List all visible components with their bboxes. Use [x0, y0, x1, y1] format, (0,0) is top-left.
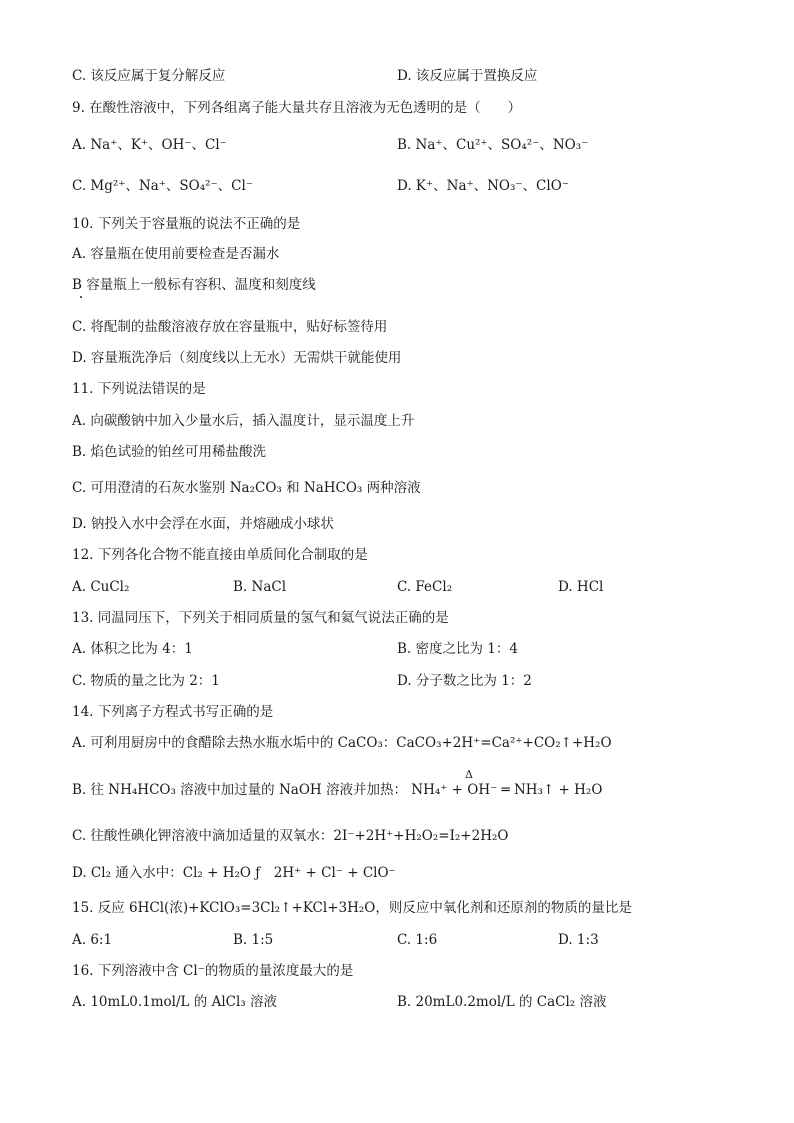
q9-option-d: D. K⁺、Na⁺、NO₃⁻、ClO⁻ — [397, 178, 569, 194]
q12-option-b: B. NaCl — [233, 579, 287, 595]
q14-option-b-text: B. 往 NH₄HCO₃ 溶液中加过量的 NaOH 溶液并加热： — [72, 782, 407, 798]
q11-stem: 11. 下列说法错误的是 — [72, 381, 206, 397]
q11-option-c: C. 可用澄清的石灰水鉴别 Na₂CO₃ 和 NaHCO₃ 两种溶液 — [72, 480, 421, 496]
q13-option-c: C. 物质的量之比为 2：1 — [72, 673, 220, 689]
q9-stem: 9. 在酸性溶液中，下列各组离子能大量共存且溶液为无色透明的是（ ） — [72, 100, 522, 116]
q13-stem: 13. 同温同压下，下列关于相同质量的氢气和氦气说法正确的是 — [72, 610, 449, 626]
q10-option-b: B 容量瓶上一般标有容积、温度和刻度线 — [72, 277, 316, 293]
q14-option-c: C. 往酸性碘化钾溶液中滴加适量的双氧水：2I⁻+2H⁺+H₂O₂=I₂+2H₂O — [72, 828, 509, 844]
q12-option-c: C. FeCl₂ — [397, 579, 453, 595]
q9-option-a: A. Na⁺、K⁺、OH⁻、Cl⁻ — [72, 137, 227, 153]
q15-option-a: A. 6:1 — [72, 932, 113, 948]
q16-stem: 16. 下列溶液中含 Cl⁻的物质的量浓度最大的是 — [72, 963, 354, 979]
q16-option-b: B. 20mL0.2mol/L 的 CaCl₂ 溶液 — [397, 994, 607, 1010]
q15-option-d: D. 1:3 — [558, 932, 599, 948]
q10-option-c: C. 将配制的盐酸溶液存放在容量瓶中，贴好标签待用 — [72, 319, 388, 335]
q10-option-d: D. 容量瓶洗净后（刻度线以上无水）无需烘干就能使用 — [72, 350, 402, 366]
q13-option-a: A. 体积之比为 4：1 — [72, 641, 193, 657]
q14-option-d: D. Cl₂ 通入水中：Cl₂ + H₂O ƒ 2H⁺ + Cl⁻ + ClO⁻ — [72, 865, 396, 881]
q11-option-b: B. 焰色试验的铂丝可用稀盐酸洗 — [72, 444, 267, 460]
q8-option-c: C. 该反应属于复分解反应 — [72, 68, 226, 84]
q10-stem: 10. 下列关于容量瓶的说法不正确的是 — [72, 216, 301, 232]
q16-option-a: A. 10mL0.1mol/L 的 AlCl₃ 溶液 — [72, 994, 278, 1010]
q11-option-a: A. 向碳酸钠中加入少量水后，插入温度计，显示温度上升 — [72, 413, 415, 429]
q13-option-b: B. 密度之比为 1：4 — [397, 641, 518, 657]
q14-option-b-equation: NH₄⁺ + OH⁻ ═ NH₃↑ + H₂O — [411, 782, 603, 798]
q14-option-b — [72, 781, 602, 799]
q12-stem: 12. 下列各化合物不能直接由单质间化合制取的是 — [72, 547, 368, 563]
heating-condition: Δ — [465, 768, 473, 781]
q8-option-d: D. 该反应属于置换反应 — [397, 68, 538, 84]
q10-option-a: A. 容量瓶在使用前要检查是否漏水 — [72, 246, 280, 262]
q14-option-a: A. 可利用厨房中的食醋除去热水瓶水垢中的 CaCO₃：CaCO₃+2H⁺=Ca²⁺+CO₂↑+H₂O — [72, 735, 612, 751]
q12-option-a: A. CuCl₂ — [72, 579, 130, 595]
q13-option-d: D. 分子数之比为 1：2 — [397, 673, 532, 689]
stray-dot — [80, 296, 82, 298]
q14-stem: 14. 下列离子方程式书写正确的是 — [72, 704, 274, 720]
q11-option-d: D. 钠投入水中会浮在水面，并熔融成小球状 — [72, 516, 334, 532]
q15-option-b: B. 1:5 — [233, 932, 274, 948]
q9-option-c: C. Mg²⁺、Na⁺、SO₄²⁻、Cl⁻ — [72, 178, 253, 194]
q9-option-b: B. Na⁺、Cu²⁺、SO₄²⁻、NO₃⁻ — [397, 137, 589, 153]
q12-option-d: D. HCl — [558, 579, 604, 595]
q15-stem: 15. 反应 6HCl(浓)+KClO₃=3Cl₂↑+KCl+3H₂O，则反应中氧化剂和还原剂的物质的量比是 — [72, 900, 632, 916]
q15-option-c: C. 1:6 — [397, 932, 438, 948]
